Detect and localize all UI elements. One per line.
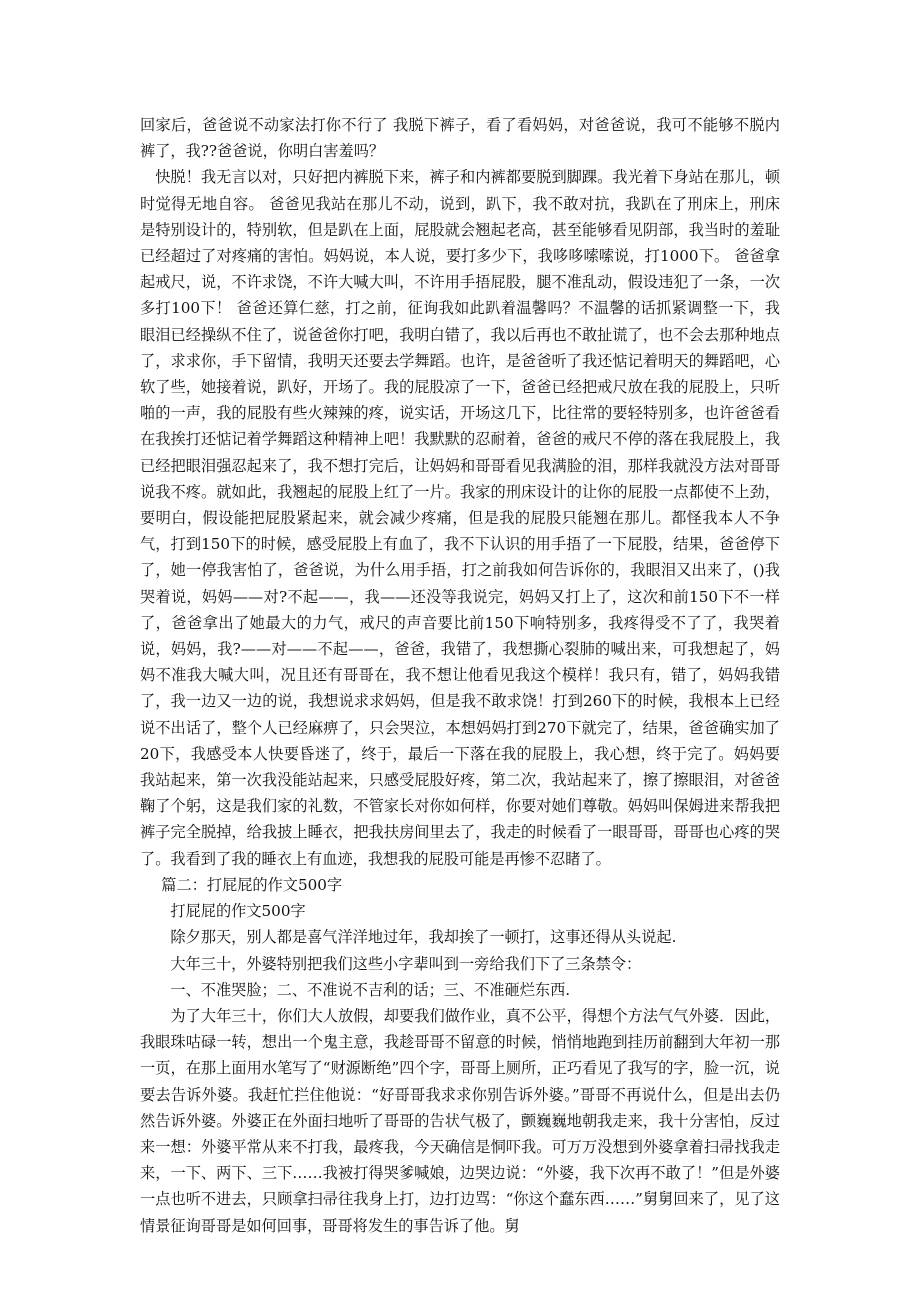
paragraph-1: 回家后，爸爸说不动家法打你不行了 我脱下裤子，看了看妈妈，对爸爸说，我可不能够不脱内裤了，我??爸爸说，你明白害羞吗？	[140, 116, 780, 161]
paragraph-5: 除夕那天，别人都是喜气洋洋地过年，我却挨了一顿打，这事还得从头说起.	[170, 928, 677, 947]
document-page	[140, 112, 780, 1239]
paragraph-2: 快脱！我无言以对，只好把内裤脱下来，裤子和内裤都要脱到脚踝。我光着下身站在那儿，顿时觉得无地自容。 爸爸见我站在那儿不动，说到，趴下，我不敢对抗，我趴在了刑床上，刑床是特别设计的，特别软，但是趴在上面，屁股就会翘起老高，甚至能够看见阴部，我当时的羞耻已经超过了对疼痛的害怕。妈妈说，本人说，要打多少下，我哆哆嗦嗦说，打1000下。 爸爸拿起戒尺，说，不许求饶，不许大喊大叫，不许用手捂屁股，腿不准乱动，假设违犯了一条，一次多打100下！ 爸爸还算仁慈，打之前，征询我如此趴着温馨吗？不温馨的话抓紧调整一下，我眼泪已经操纵不住了，说爸爸你打吧，我明白错了，我以后再也不敢扯谎了，也不会去那种地点了，求求你，手下留情，我明天还要去学舞蹈。也许，是爸爸听了我还惦记着明天的舞蹈吧，心软了些，她接着说，趴好，开场了。我的屁股凉了一下，爸爸已经把戒尺放在我的屁股上，只听啪的一声，我的屁股有些火辣辣的疼，说实话，开场这几下，比往常的要轻特别多，也许爸爸看在我挨打还惦记着学舞蹈这种精神上吧！我默默的忍耐着，爸爸的戒尺不停的落在我屁股上，我已经把眼泪强忍起来了，我不想打完后，让妈妈和哥哥看见我满脸的泪，那样我就没方法对哥哥说我不疼。就如此，我翘起的屁股上红了一片。我家的刑床设计的让你的屁股一点都使不上劲，要明白，假设能把屁股紧起来，就会减少疼痛，但是我的屁股只能翘在那儿。都怪我本人不争气，打到150下的时候，感受屁股上有血了，我不下认识的用手捂了一下屁股，结果，爸爸停下了，她一停我害怕了，爸爸说，为什么用手捂，打之前我如何告诉你的，我眼泪又出来了，()我哭着说，妈妈——对?不起——，我——还没等我说完，妈妈又打上了，这次和前150下不一样了，爸爸拿出了她最大的力气，戒尺的声音要比前150下响特别多，我疼得受不了了，我哭着说，妈妈，我?——对——不起——，爸爸，我错了，我想撕心裂肺的喊出来，可我想起了，妈妈不准我大喊大叫，况且还有哥哥在，我不想让他看见我这个模样！我只有，错了，妈妈我错了，我一边又一边的说，我想说求求妈妈，但是我不敢求饶！打到260下的时候，我根本上已经说不出话了，整个人已经麻痹了，只会哭泣，本想妈妈打到270下就完了，结果，爸爸确实加了20下，我感受本人快要昏迷了，终于，最后一下落在我的屁股上，我心想，终于完了。妈妈要我站起来，第一次我没能站起来，只感受屁股好疼，第二次，我站起来了，擦了擦眼泪，对爸爸鞠了个躬，这是我们家的礼数，不管家长对你如何样，你要对她们尊敬。妈妈叫保姆进来帮我把裤子完全脱掉，给我披上睡衣，把我扶房间里去了，我走的时候看了一眼哥哥，哥哥也心疼的哭了。我看到了我的睡衣上有血迹，我想我的屁股可能是再惨不忍睹了。	[140, 168, 780, 868]
section-heading: 篇二：打屁屁的作文500字	[161, 875, 343, 894]
paragraph-8: 为了大年三十，你们大人放假，却要我们做作业，真不公平，得想个方法气气外婆．因此，我眼珠咕碌一转，想出一个鬼主意，我趁哥哥不留意的时候，悄悄地跑到挂历前翻到大年初一那一页，在那上面用水笔写了“财源断绝”四个字，哥哥上厕所，正巧看见了我写的字，脸一沉，说要去告诉外婆。我赶忙拦住他说：“好哥哥我求求你别告诉外婆。”哥哥不再说什么，但是出去仍然告诉外婆。外婆正在外面扫地听了哥哥的告状气极了，颤巍巍地朝我走来，我十分害怕，反过来一想：外婆平常从来不打我，最疼我，今天确信是恫吓我。可万万没想到外婆拿着扫帚找我走来，一下、两下、三下……我被打得哭爹喊娘，边哭边说：“外婆，我下次再不敢了！”但是外婆一点也听不进去，只顾拿扫帚往我身上打，边打边骂：“你这个蠢东西……”舅舅回来了，见了这情景征询哥哥是如何回事，哥哥将发生的事告诉了他。舅	[140, 1006, 780, 1235]
paragraph-6: 大年三十，外婆特别把我们这些小字辈叫到一旁给我们下了三条禁令：	[170, 954, 642, 973]
essay-title: 打屁屁的作文500字	[170, 902, 306, 921]
paragraph-7: 一、不准哭脸；二、不准说不吉利的话；三、不准砸烂东西.	[170, 980, 571, 999]
